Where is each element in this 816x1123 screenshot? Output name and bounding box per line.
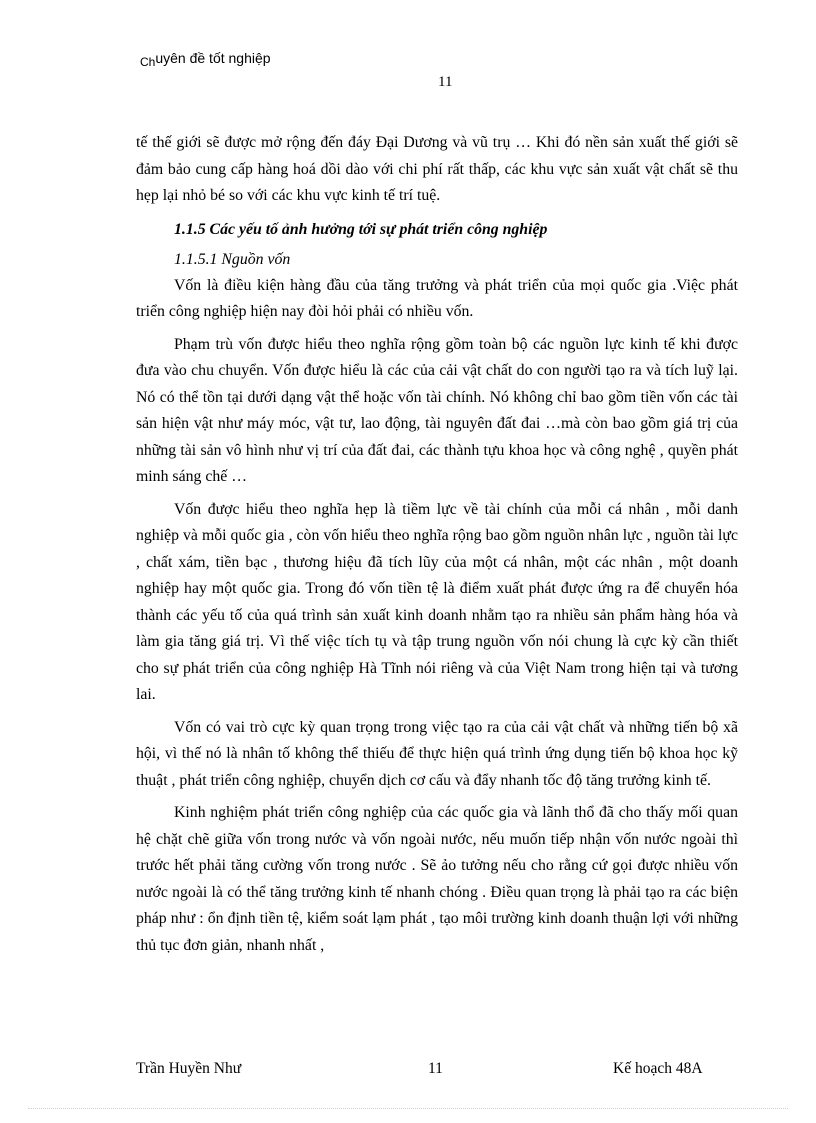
page-bottom-divider: [28, 1108, 788, 1109]
paragraph-3: Phạm trù vốn được hiểu theo nghĩa rộng gồm toàn bộ các nguồn lực kinh tế khi được đưa vào chu chuyển. Vốn được hiểu là các của cải vật chất do con người tạo ra và tích luỹ lại. Nó có thể tồn tại dưới dạng vật thể hoặc vốn tài chính. Nó không chỉ bao gồm tiền vốn các tài sản hiện vật như máy móc, vật tư, lao động, tài nguyên đất đai …mà còn bao gồm giá trị của những tài sản vô hình như vị trí của đất đai, các thành tựu khoa học và công nghệ , quyền phát minh sáng chế …: [136, 335, 738, 485]
subsection-heading: 1.1.5.1 Nguồn vốn: [174, 250, 291, 268]
paragraph-6: Kinh nghiệm phát triển công nghiệp của các quốc gia và lãnh thổ đã cho thấy mối quan hệ chặt chẽ giữa vốn trong nước và vốn ngoài nước, nếu muốn tiếp nhận vốn nước ngoài thì trước hết phải tăng cường vốn trong nước . Sẽ ảo tưởng nếu cho rằng cứ gọi được nhiều vốn nước ngoài là có thể tăng trưởng kinh tế nhanh chóng . Điều quan trọng là phải tạo ra các biện pháp như : ổn định tiền tệ, kiểm soát lạm phát , tạo môi trường kinh doanh thuận lợi với những thủ tục đơn giản, nhanh nhất ,: [136, 804, 738, 954]
paragraph-4: Vốn được hiểu theo nghĩa hẹp là tiềm lực về tài chính của mỗi cá nhân , mỗi danh nghiệp và mỗi quốc gia , còn vốn hiểu theo nghĩa rộng bao gồm nguồn nhân lực , nguồn tài lực , chất xám, tiền bạc , thương hiệu đã tích lũy của một cá nhân, một các nhân , một doanh nghiệp hay một quốc gia. Trong đó vốn tiền tệ là điểm xuất phát được ứng ra để chuyển hóa thành các yếu tố của quá trình sản xuất kinh doanh nhằm tạo ra nhiều sản phẩm hàng hóa và làm gia tăng giá trị. Vì thế việc tích tụ và tập trung nguồn vốn nói chung là cực kỳ cần thiết cho sự phát triển của công nghiệp Hà Tĩnh nói riêng và của Việt Nam trong hiện tại và tương lai.: [136, 500, 738, 703]
paragraph-2: Vốn là điều kiện hàng đầu của tăng trưởng và phát triển của mọi quốc gia .Việc phát triển công nghiệp hiện nay đòi hỏi phải có nhiều vốn.: [136, 276, 738, 320]
header-page-number: 11: [438, 74, 453, 90]
section-heading: 1.1.5 Các yếu tố ảnh hưởng tới sự phát triển công nghiệp: [174, 220, 548, 238]
page-body: [136, 130, 738, 959]
footer-page-number: 11: [428, 1060, 443, 1077]
header-title: [140, 50, 271, 69]
paragraph-5: Vốn có vai trò cực kỳ quan trọng trong việc tạo ra của cải vật chất và những tiến bộ xã hội, vì thế nó là nhân tố không thể thiếu để thực hiện quá trình ứng dụng tiến bộ khoa học kỹ thuật , phát triển công nghiệp, chuyển dịch cơ cấu và đẩy nhanh tốc độ tăng trưởng kinh tế.: [136, 718, 738, 789]
header-title-rest: uyên đề tốt nghiệp: [155, 50, 271, 66]
paragraph-1: tế thế giới sẽ được mở rộng đến đáy Đại Dương và vũ trụ … Khi đó nền sản xuất thế giới sẽ đảm bảo cung cấp hàng hoá dồi dào với chi phí rất thấp, các khu vực sản xuất vật chất sẽ thu hẹp lại nhỏ bé so với các khu vực kinh tế trí tuệ.: [136, 134, 738, 204]
header-title-prefix: Ch: [140, 55, 156, 69]
footer-class: Kế hoạch 48A: [613, 1060, 703, 1077]
footer-author: Trần Huyền Như: [136, 1060, 242, 1077]
